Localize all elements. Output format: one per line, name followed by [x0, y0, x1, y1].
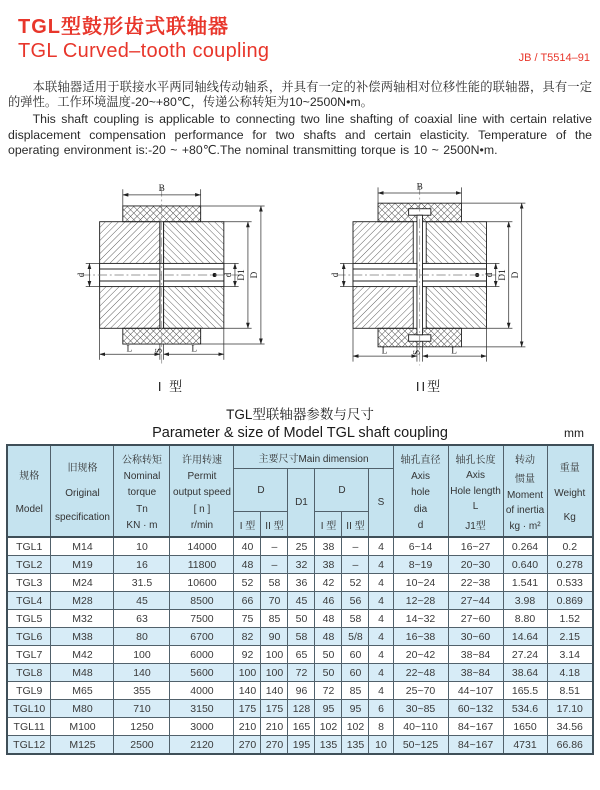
table-cell: 38~84	[448, 646, 503, 664]
table-cell: M80	[51, 700, 114, 718]
header-line: of inertia	[505, 505, 545, 517]
table-cell: 34.56	[547, 718, 593, 736]
col-header-moment-of-inertia	[503, 445, 547, 537]
header-line: 转动	[515, 454, 536, 466]
table-cell: 82	[234, 628, 261, 646]
table-cell: 16~38	[393, 628, 448, 646]
table-row	[7, 646, 593, 664]
table-cell: 4	[369, 592, 393, 610]
table-cell: 84~167	[448, 736, 503, 755]
table-cell: 56	[342, 592, 369, 610]
dim-label-L: L	[126, 344, 133, 355]
table-cell: –	[261, 537, 288, 556]
table-cell: 4	[369, 682, 393, 700]
type2-figure	[313, 180, 545, 395]
table-row	[7, 537, 593, 556]
header-line: Axis	[466, 470, 485, 482]
table-cell: 0.869	[547, 592, 593, 610]
table-cell: 140	[114, 664, 170, 682]
header-line: 轴孔直径	[400, 455, 441, 467]
table-cell: 3000	[170, 718, 234, 736]
table-cell: 95	[315, 700, 342, 718]
col-header-model	[7, 445, 51, 537]
header-line: 规格	[19, 471, 40, 483]
table-cell: 70	[261, 592, 288, 610]
table-cell: 100	[234, 664, 261, 682]
table-row	[7, 736, 593, 755]
col-header-weight	[547, 445, 593, 537]
table-cell: 58	[288, 628, 315, 646]
table-cell: M65	[51, 682, 114, 700]
header-line: J1型	[465, 520, 486, 532]
table-cell: 11800	[170, 556, 234, 574]
table-cell: 60~132	[448, 700, 503, 718]
header-line: 惯量	[515, 474, 536, 486]
table-cell: 14.64	[503, 628, 547, 646]
table-cell: 22~38	[448, 574, 503, 592]
table-cell: TGL1	[7, 537, 51, 556]
table-cell: 48	[315, 610, 342, 628]
table-cell: TGL3	[7, 574, 51, 592]
table-cell: M100	[51, 718, 114, 736]
table-cell: 270	[261, 736, 288, 755]
table-cell: 10600	[170, 574, 234, 592]
header-line: 许用转速	[181, 455, 222, 467]
type1-coupling-drawing	[55, 180, 287, 370]
dim-label-S: S	[154, 347, 165, 354]
table-cell: 30~85	[393, 700, 448, 718]
table-cell: 4	[369, 646, 393, 664]
table-cell: TGL12	[7, 736, 51, 755]
table-cell: 4.18	[547, 664, 593, 682]
header-line: Tn	[136, 503, 148, 515]
table-cell: 1650	[503, 718, 547, 736]
dim-label-L: L	[191, 344, 197, 355]
intro-paragraph-zh: 本联轴器适用于联接水平两同轴线传动轴系，并具有一定的补偿两轴相对位移性能的联轴器，具有一定的弹性。工作环境温度-20~+80℃，传递公称转矩为10~2500N•m。	[8, 80, 592, 110]
table-cell: 210	[234, 718, 261, 736]
table-cell: 2.15	[547, 628, 593, 646]
table-cell: M48	[51, 664, 114, 682]
table-cell: 710	[114, 700, 170, 718]
header-line: Nominal	[123, 471, 161, 483]
table-cell: TGL7	[7, 646, 51, 664]
table-cell: 50	[315, 646, 342, 664]
table-cell: 45	[288, 592, 315, 610]
table-cell: 42	[315, 574, 342, 592]
table-cell: 96	[288, 682, 315, 700]
table-cell: 30~60	[448, 628, 503, 646]
table-cell: 5/8	[342, 628, 369, 646]
table-cell: 4731	[503, 736, 547, 755]
table-cell: 40	[234, 537, 261, 556]
table-cell: 6700	[170, 628, 234, 646]
table-cell: –	[342, 537, 369, 556]
table-cell: 270	[234, 736, 261, 755]
table-cell: M19	[51, 556, 114, 574]
dim-label-B: B	[416, 182, 423, 193]
table-cell: M28	[51, 592, 114, 610]
table-cell: 10	[369, 736, 393, 755]
table-cell: 75	[234, 610, 261, 628]
table-cell: M24	[51, 574, 114, 592]
table-cell: 31.5	[114, 574, 170, 592]
table-cell: 63	[114, 610, 170, 628]
header-line: Model	[15, 503, 43, 515]
type2-coupling-drawing	[313, 180, 545, 370]
header-line: Moment	[506, 489, 544, 501]
table-cell: 102	[315, 718, 342, 736]
table-cell: 50	[315, 664, 342, 682]
table-cell: 100	[261, 646, 288, 664]
header-line: dia	[413, 503, 428, 515]
table-cell: 8.51	[547, 682, 593, 700]
header-line: Permit	[187, 471, 217, 483]
table-cell: TGL5	[7, 610, 51, 628]
table-cell: 0.533	[547, 574, 593, 592]
table-cell: 16	[114, 556, 170, 574]
dim-label-d: d	[331, 272, 342, 278]
table-cell: 165.5	[503, 682, 547, 700]
header-line: Kg	[563, 511, 576, 523]
table-cell: 45	[114, 592, 170, 610]
table-cell: 12~28	[393, 592, 448, 610]
header-line: Weight	[554, 487, 586, 499]
col-header-type1: I 型	[315, 512, 342, 538]
header-line: 公称转矩	[121, 455, 162, 467]
table-cell: 84~167	[448, 718, 503, 736]
table-cell: 52	[234, 574, 261, 592]
col-header-D-first: D	[234, 469, 288, 512]
table-cell: TGL11	[7, 718, 51, 736]
table-cell: 2120	[170, 736, 234, 755]
table-cell: 20~42	[393, 646, 448, 664]
table-cell: 0.278	[547, 556, 593, 574]
header-line: 轴孔长度	[455, 454, 496, 466]
table-title-zh: TGL型联轴器参数与尺寸	[226, 407, 374, 423]
table-cell: 8.80	[503, 610, 547, 628]
table-cell: TGL10	[7, 700, 51, 718]
table-cell: 175	[234, 700, 261, 718]
table-cell: 4	[369, 664, 393, 682]
table-cell: 6~14	[393, 537, 448, 556]
table-cell: 38	[315, 556, 342, 574]
table-cell: 90	[261, 628, 288, 646]
table-cell: 8~19	[393, 556, 448, 574]
dim-label-d: d	[224, 272, 235, 278]
header-line: d	[417, 519, 424, 531]
table-cell: M38	[51, 628, 114, 646]
table-cell: 48	[234, 556, 261, 574]
table-cell: 210	[261, 718, 288, 736]
table-cell: 165	[288, 718, 315, 736]
dim-label-L: L	[451, 346, 457, 357]
table-cell: TGL9	[7, 682, 51, 700]
header-line: hole	[411, 487, 430, 499]
unit-label: mm	[564, 426, 584, 441]
dim-label-D: D	[250, 271, 261, 279]
table-cell: 100	[261, 664, 288, 682]
table-cell: M14	[51, 537, 114, 556]
header-line: output speed	[173, 487, 231, 499]
table-cell: 48	[315, 628, 342, 646]
table-cell: 38	[315, 537, 342, 556]
table-cell: 4	[369, 574, 393, 592]
dim-label-d: d	[485, 272, 496, 278]
table-cell: –	[261, 556, 288, 574]
type1-caption: I 型	[157, 379, 185, 395]
table-cell: 140	[261, 682, 288, 700]
table-cell: 6000	[170, 646, 234, 664]
col-header-type1: I 型	[234, 512, 261, 538]
table-cell: 27~60	[448, 610, 503, 628]
table-header	[7, 445, 593, 537]
col-header-axis-hole-dia	[393, 445, 448, 537]
header-line: 重量	[559, 463, 580, 475]
table-cell: 95	[342, 700, 369, 718]
dim-label-B: B	[158, 184, 165, 195]
table-cell: 58	[342, 610, 369, 628]
table-cell: 44~107	[448, 682, 503, 700]
table-row	[7, 718, 593, 736]
dim-label-S: S	[412, 349, 423, 355]
table-cell: 195	[288, 736, 315, 755]
table-cell: 65	[288, 646, 315, 664]
col-header-permit-speed	[170, 445, 234, 537]
table-row	[7, 592, 593, 610]
col-header-original-spec	[51, 445, 114, 537]
type2-caption: II型	[415, 379, 443, 395]
header-line: KN · m	[126, 519, 158, 531]
header-line: torque	[127, 487, 157, 499]
table-cell: 85	[342, 682, 369, 700]
table-cell: M32	[51, 610, 114, 628]
table-cell: 25	[288, 537, 315, 556]
table-cell: 102	[342, 718, 369, 736]
table-row	[7, 574, 593, 592]
table-cell: TGL8	[7, 664, 51, 682]
table-cell: M42	[51, 646, 114, 664]
col-header-main-dimension: 主要尺寸Main dimension	[234, 445, 393, 469]
table-cell: –	[342, 556, 369, 574]
table-cell: 175	[261, 700, 288, 718]
standard-code: JB / T5514–91	[518, 52, 590, 64]
col-header-type2: II 型	[261, 512, 288, 538]
type1-figure	[55, 180, 287, 395]
table-title-block	[0, 403, 600, 441]
table-cell: 85	[261, 610, 288, 628]
table-cell: 2500	[114, 736, 170, 755]
table-cell: 80	[114, 628, 170, 646]
table-cell: 14~32	[393, 610, 448, 628]
table-cell: 0.640	[503, 556, 547, 574]
table-cell: 38.64	[503, 664, 547, 682]
table-cell: 60	[342, 664, 369, 682]
table-cell: 4	[369, 628, 393, 646]
table-cell: 72	[315, 682, 342, 700]
table-cell: 92	[234, 646, 261, 664]
table-cell: 8500	[170, 592, 234, 610]
table-title-en: Parameter & size of Model TGL shaft coupling	[152, 425, 448, 442]
table-cell: 4	[369, 610, 393, 628]
table-cell: 22~48	[393, 664, 448, 682]
table-cell: TGL2	[7, 556, 51, 574]
table-cell: 3150	[170, 700, 234, 718]
figures-row	[0, 180, 600, 395]
table-cell: 135	[342, 736, 369, 755]
header-line: Original	[65, 487, 100, 499]
table-cell: 3.98	[503, 592, 547, 610]
header-line: Axis	[411, 471, 430, 483]
header-line: [ n ]	[193, 503, 211, 515]
table-cell: 72	[288, 664, 315, 682]
dim-label-D1: D1	[237, 269, 248, 281]
table-row	[7, 700, 593, 718]
table-cell: 0.2	[547, 537, 593, 556]
table-cell: 8	[369, 718, 393, 736]
dim-label-d: d	[76, 272, 87, 278]
table-row	[7, 664, 593, 682]
table-row	[7, 628, 593, 646]
table-row	[7, 556, 593, 574]
table-row	[7, 682, 593, 700]
table-cell: 1.541	[503, 574, 547, 592]
table-cell: TGL4	[7, 592, 51, 610]
dim-label-D1: D1	[498, 269, 508, 281]
parameter-table	[6, 444, 594, 755]
table-cell: 10~24	[393, 574, 448, 592]
table-cell: 16~27	[448, 537, 503, 556]
table-cell: 60	[342, 646, 369, 664]
table-cell: 140	[234, 682, 261, 700]
table-cell: 27.24	[503, 646, 547, 664]
table-cell: 10	[114, 537, 170, 556]
table-cell: 135	[315, 736, 342, 755]
table-cell: 14000	[170, 537, 234, 556]
header-line: L	[472, 501, 479, 513]
header-line: kg · m²	[509, 520, 541, 532]
dim-label-D: D	[510, 271, 521, 279]
header-line: specification	[54, 511, 110, 523]
table-cell: 46	[315, 592, 342, 610]
table-cell: 6	[369, 700, 393, 718]
dim-label-L: L	[381, 346, 388, 357]
intro-paragraph-en: This shaft coupling is applicable to connecting two line shafting of coaxial line with certain relative displacement compensation performance for two shafts and certain elasticity. Temperature of the operating environment is:-20 ~ +80℃.The nominal transmitting torque is 10 ~ 2500N•m.	[8, 112, 592, 157]
table-cell: 0.264	[503, 537, 547, 556]
col-header-nominal-torque	[114, 445, 170, 537]
table-cell: 50	[288, 610, 315, 628]
header-line: 旧规格	[67, 463, 98, 475]
table-cell: 52	[342, 574, 369, 592]
table-cell: 25~70	[393, 682, 448, 700]
table-cell: 20~30	[448, 556, 503, 574]
table-cell: 4	[369, 556, 393, 574]
table-cell: M125	[51, 736, 114, 755]
page-title-en: TGL Curved–tooth coupling	[18, 40, 270, 62]
table-cell: TGL6	[7, 628, 51, 646]
table-cell: 66	[234, 592, 261, 610]
table-cell: 36	[288, 574, 315, 592]
table-row	[7, 610, 593, 628]
table-cell: 7500	[170, 610, 234, 628]
table-cell: 1.52	[547, 610, 593, 628]
table-cell: 32	[288, 556, 315, 574]
table-cell: 534.6	[503, 700, 547, 718]
table-cell: 66.86	[547, 736, 593, 755]
table-cell: 355	[114, 682, 170, 700]
col-header-D1: D1	[288, 469, 315, 538]
table-cell: 17.10	[547, 700, 593, 718]
col-header-D-second: D	[315, 469, 369, 512]
header-line: Hole length	[450, 485, 501, 497]
page-title-zh: TGL型鼓形齿式联轴器	[18, 16, 229, 38]
table-cell: 58	[261, 574, 288, 592]
table-cell: 3.14	[547, 646, 593, 664]
col-header-type2: II 型	[342, 512, 369, 538]
header-line: r/min	[190, 519, 214, 531]
table-cell: 100	[114, 646, 170, 664]
col-header-S: S	[369, 469, 393, 538]
table-body	[7, 537, 593, 754]
table-cell: 40~110	[393, 718, 448, 736]
table-cell: 1250	[114, 718, 170, 736]
table-cell: 5600	[170, 664, 234, 682]
table-cell: 27~44	[448, 592, 503, 610]
table-cell: 4000	[170, 682, 234, 700]
table-cell: 50~125	[393, 736, 448, 755]
table-cell: 128	[288, 700, 315, 718]
col-header-axis-hole-length	[448, 445, 503, 537]
table-cell: 38~84	[448, 664, 503, 682]
table-cell: 4	[369, 537, 393, 556]
